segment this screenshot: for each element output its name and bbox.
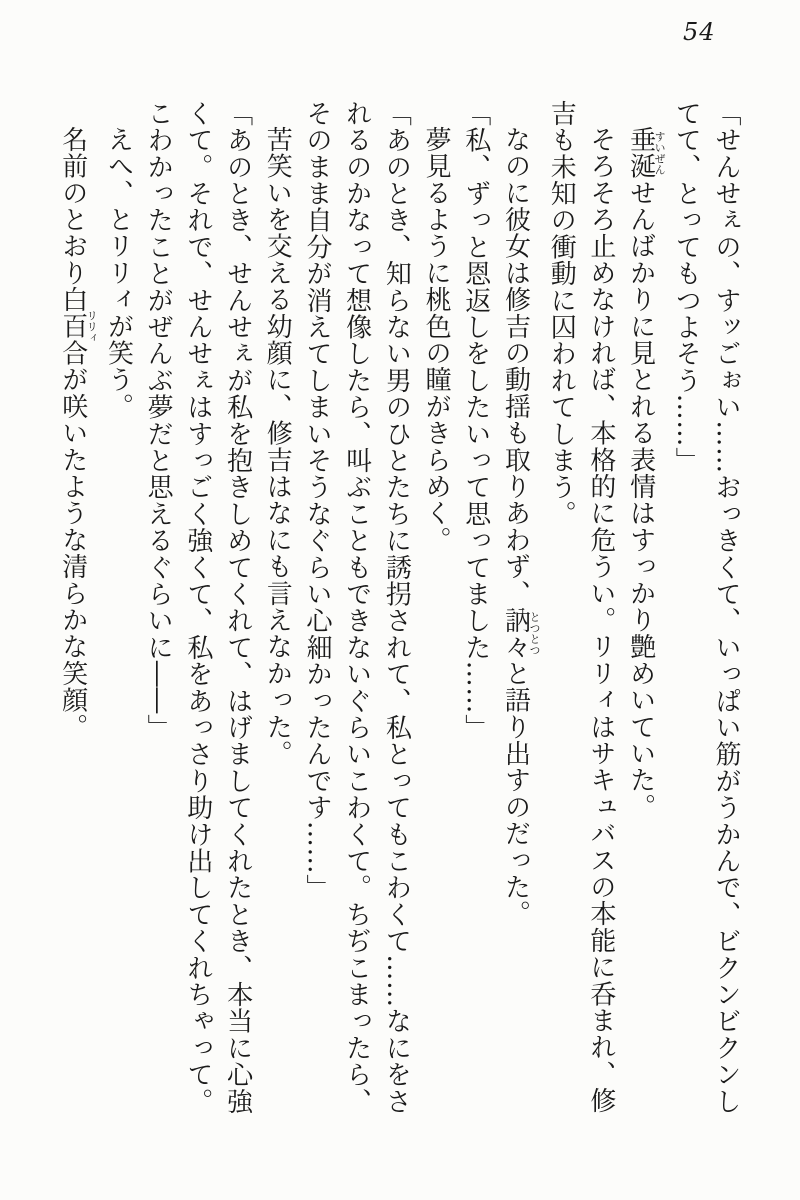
ruby-text: リリィ (85, 286, 99, 367)
ruby-text: とつとつ (527, 606, 541, 661)
paragraph (137, 100, 256, 1116)
text-run: なのに彼女は修吉の動揺も取りあわず、 (500, 126, 531, 607)
paragraph (540, 100, 619, 1116)
text-run: せんばかりに見とれる表情はすっかり艶めいていた。 (625, 179, 656, 821)
paragraph (52, 100, 98, 1116)
paragraph (415, 100, 455, 1116)
text-run: 「私、ずっと恩返しをしたいって思ってました……」 (460, 100, 491, 741)
text-run: 名前のとおり (57, 126, 88, 287)
ruby-annotated-word: 白百合リリィ (57, 286, 99, 367)
text-run: そろそろ止めなければ、本格的に危うい。リリィはサキュバスの本能に呑まれ、修吉も未知の衝動に囚われてしまう。 (546, 100, 616, 1114)
ruby-annotated-word: 訥々とつとつ (500, 606, 541, 661)
text-run: 「あのとき、知らない男のひとたちに誘拐されて、私とってもこわくて……なにをされるのかなって想像したら、叫ぶこともできないぐらいこわくて。ちぢこまったら、そのまま自分が消えてしまいそうなぐらい心細かったんです……」 (301, 100, 412, 1115)
text-run: 苦笑いを交える幼顔に、修吉はなにも言えなかった。 (262, 126, 293, 767)
text-run: が咲いたような清らかな笑顔。 (57, 366, 88, 741)
novel-text-block (57, 100, 745, 1116)
paragraph (620, 100, 666, 1116)
paragraph (257, 100, 297, 1116)
text-run: 夢見るように桃色の瞳がきらめく。 (421, 126, 452, 554)
ruby-annotated-word: 垂涎すいぜん (625, 126, 667, 180)
text-run: えへ、とリリィが笑う。 (103, 126, 134, 420)
paragraph (495, 100, 541, 1116)
paragraph (98, 100, 138, 1116)
text-run: 「あのとき、せんせぇが私を抱きしめてくれて、はげましてくれたとき、本当に心強くて。それで、せんせぇはすっごく強くて、私をあっさり助け出してくれちゃって。こわかったことがぜんぶ夢だと思えるぐらいに――」 (143, 100, 253, 1115)
ruby-text: すいぜん (653, 126, 667, 180)
paragraph (296, 100, 415, 1116)
text-run: と語り出すのだった。 (500, 660, 531, 928)
page-number: 54 (683, 18, 716, 46)
text-run: 「せんせぇの、すッごぉい……おっきくて、いっぱい筋がうかんで、ビクンビクンしてて、とってもつよそう……」 (671, 100, 741, 1115)
paragraph (666, 100, 745, 1116)
paragraph (455, 100, 495, 1116)
